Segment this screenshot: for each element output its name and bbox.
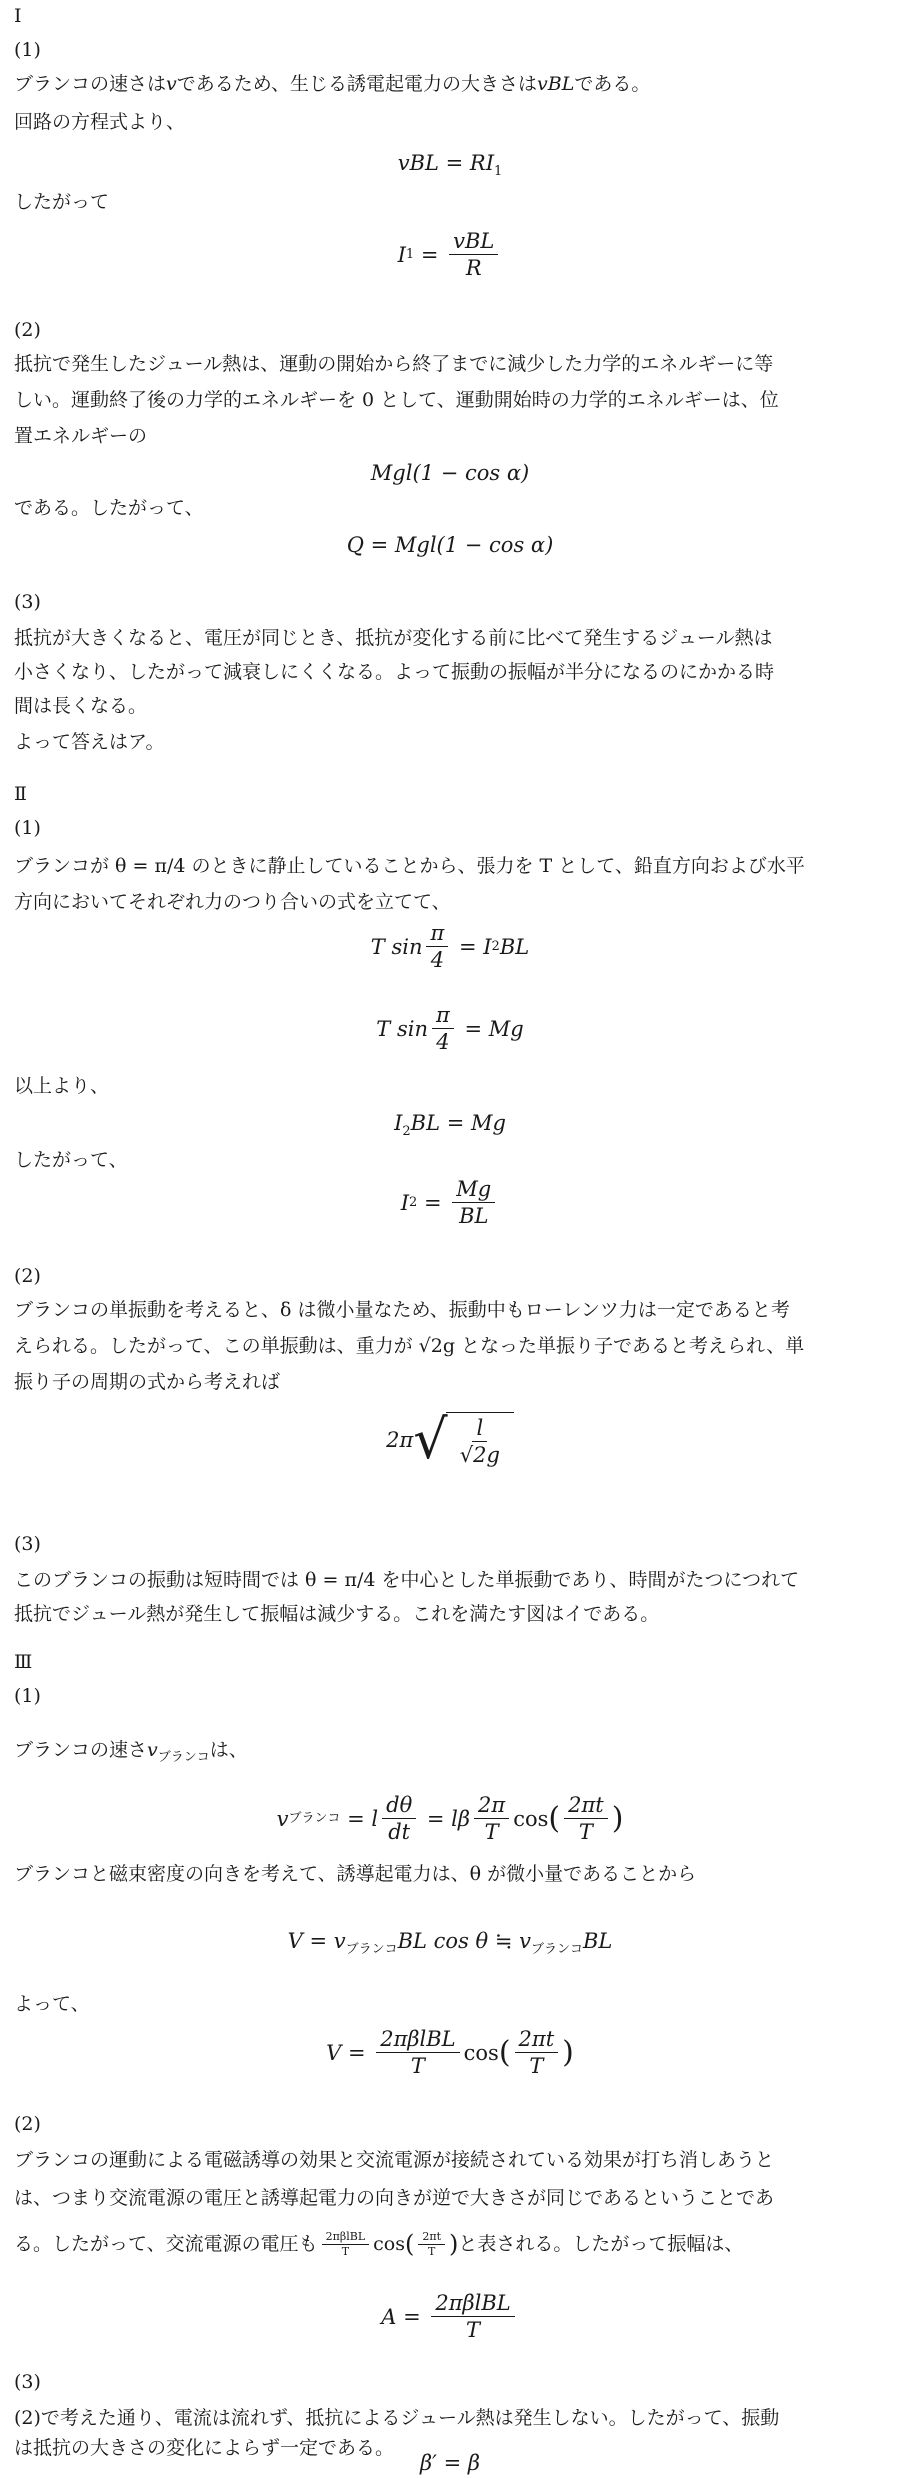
fraction: $\frac{\pi}{4}$ (432, 1002, 454, 1055)
fraction: $\frac{\text{2πβlBL}}{T}$ (376, 2026, 459, 2079)
s2-q1-text-1: ブランコが θ = π/4 のときに静止していることから、張力を T として、鉛直方向および水平 (14, 855, 805, 877)
fraction: $\frac{2\pi t}{T}$ (418, 2230, 445, 2259)
s3-q3-text-1: (2)で考えた通り、電流は流れず、抵抗によるジュール熱は発生しない。したがって、振動 (14, 2407, 780, 2429)
s1-q2-text-2: しい。運動終了後の力学的エネルギーを 0 として、運動開始時の力学的エネルギーは、位 (14, 389, 779, 411)
s1-q2-equation-2: Q = Mgl(1 − cos α) (346, 533, 554, 557)
square-root (413, 1408, 514, 1471)
s1-q2-label: (2) (14, 319, 41, 341)
s3-q2-label: (2) (14, 2113, 41, 2135)
s2-q1-label: (1) (14, 817, 41, 839)
s2-q2-equation-1: 2π √ $\frac{l}{√2g}$ (0, 1412, 900, 1468)
s2-q1-equation-4: I 2 = $\frac{Mg}{BL}$ (0, 1176, 900, 1229)
s3-q2-equation-1: A = $\frac{\text{2πβlBL}}{T}$ (0, 2290, 900, 2343)
s3-q1-equation-1: v ブランコ = l $\frac{d\theta}{dt}$ = lβ $\frac{2\pi}{T}$ cos ( $\frac{2\pi t}{T}$ ) (276, 1793, 624, 1844)
s2-q1-equation-2: T sin $\frac{\pi}{4}$ = Mg (376, 1003, 524, 1054)
fraction: $\frac{2\pi}{T}$ (474, 1792, 509, 1845)
s2-q2-text-1: ブランコの単振動を考えると、δ は微小量なため、振動中もローレンツ力は一定であると考 (14, 1299, 790, 1321)
s3-q1-equation-3: V = $\frac{\text{2πβlBL}}{T}$ cos ( $\frac{2\pi t}{T}$ ) (326, 2027, 574, 2078)
s1-q3-label: (3) (14, 591, 41, 613)
s3-q3-label: (3) (14, 2371, 41, 2393)
fraction: $\frac{\text{vBL}}{R}$ (449, 228, 498, 281)
s2-q3-text-2: 抵抗でジュール熱が発生して振幅は減少する。これを満たす図はイである。 (14, 1603, 660, 1625)
section-2-title: Ⅱ (14, 783, 27, 805)
s1-q1-equation-1: vBL = $RI_1$ (397, 151, 503, 179)
s3-q1-text-1: ブランコの速さ$v_{ブランコ}$は、 (14, 1739, 248, 1765)
s1-q2-equation-1: Mgl(1 − cos α) (370, 461, 530, 485)
fraction: $\frac{Mg}{BL}$ (452, 1176, 495, 1229)
s2-q1-text-4: したがって、 (14, 1149, 128, 1171)
fraction: $\frac{l}{√2g}$ (459, 1416, 500, 1467)
radical-sign-icon: √ (413, 1408, 448, 1471)
s2-q3-text-1: このブランコの振動は短時間では θ = π/4 を中心とした単振動であり、時間がたつにつれて (14, 1569, 800, 1591)
s1-q1-label: (1) (14, 39, 41, 61)
s1-q3-text-3: 間は長くなる。 (14, 695, 148, 717)
section-3-title: Ⅲ (14, 1651, 33, 1673)
s2-q3-label: (3) (14, 1533, 41, 1555)
s3-q2-text-3: る。したがって、交流電源の電圧も $\frac{\text{2πβlBL}}{T}$ cos ( $\frac{2\pi t}{T}$ ) と表される。したがって振幅は、 (14, 2229, 744, 2258)
section-1-title: Ⅰ (14, 5, 22, 27)
s2-q2-label: (2) (14, 1265, 41, 1287)
fraction: $\frac{2\pi t}{T}$ (515, 2026, 559, 2079)
s3-q3-equation-1: β′ = β (420, 2451, 480, 2475)
s2-q1-text-2: 方向においてそれぞれ力のつり合いの式を立てて、 (14, 891, 451, 913)
s1-q3-text-1: 抵抗が大きくなると、電圧が同じとき、抵抗が変化する前に比べて発生するジュール熱は (14, 627, 773, 649)
s1-q1-equation-2: I 1 = $\frac{\text{vBL}}{R}$ (0, 228, 900, 281)
fraction: $\frac{\text{2πβlBL}}{T}$ (431, 2290, 514, 2343)
fraction: $\frac{d\theta}{dt}$ (382, 1792, 416, 1845)
s2-q2-text-3: 振り子の周期の式から考えれば (14, 1371, 281, 1393)
s1-q2-text-3: 置エネルギーの (14, 425, 148, 447)
fraction: $\frac{2\pi t}{T}$ (564, 1792, 608, 1845)
fraction: $\frac{\pi}{4}$ (426, 920, 448, 973)
s1-q2-text-1: 抵抗で発生したジュール熱は、運動の開始から終了までに減少した力学的エネルギーに等 (14, 353, 774, 375)
s3-q2-text-1: ブランコの運動による電磁誘導の効果と交流電源が接続されている効果が打ち消しあうと (14, 2149, 775, 2171)
s1-q2-text-4: である。したがって、 (14, 497, 204, 519)
s2-q2-text-2: えられる。したがって、この単振動は、重力が √2g となった単振り子であると考えられ、単 (14, 1335, 805, 1357)
s3-q2-text-2: は、つまり交流電源の電圧と誘導起電力の向きが逆で大きさが同じであるということであ (14, 2187, 775, 2209)
s3-q1-equation-2: $V = v_{ブランコ}BL$ cos θ ≒ $v_{ブランコ}BL$ (287, 1929, 613, 1957)
s2-q1-text-3: 以上より、 (14, 1075, 110, 1097)
fraction: $\frac{\text{2πβlBL}}{T}$ (322, 2230, 370, 2259)
s3-q1-text-3: よって、 (14, 1993, 90, 2015)
s3-q1-text-2: ブランコと磁束密度の向きを考えて、誘導起電力は、θ が微小量であることから (14, 1863, 697, 1885)
s3-q3-text-2: は抵抗の大きさの変化によらず一定である。 (14, 2437, 395, 2459)
s1-q3-text-2: 小さくなり、したがって減衰しにくくなる。よって振動の振幅が半分になるのにかかる時 (14, 661, 775, 683)
s2-q1-equation-1: T sin $\frac{\pi}{4}$ = I 2 BL (370, 921, 530, 972)
s2-q1-equation-3: $I_2BL = Mg$ (394, 1111, 506, 1139)
s3-q1-label: (1) (14, 1685, 41, 1707)
s1-q1-text-3: したがって (14, 191, 110, 213)
s1-q3-text-4: よって答えはア。 (14, 731, 165, 753)
s1-q1-text-2: 回路の方程式より、 (14, 111, 186, 133)
s1-q1-text-1: ブランコの速さはvであるため、生じる誘電起電力の大きさはvBLである。 (14, 73, 651, 95)
